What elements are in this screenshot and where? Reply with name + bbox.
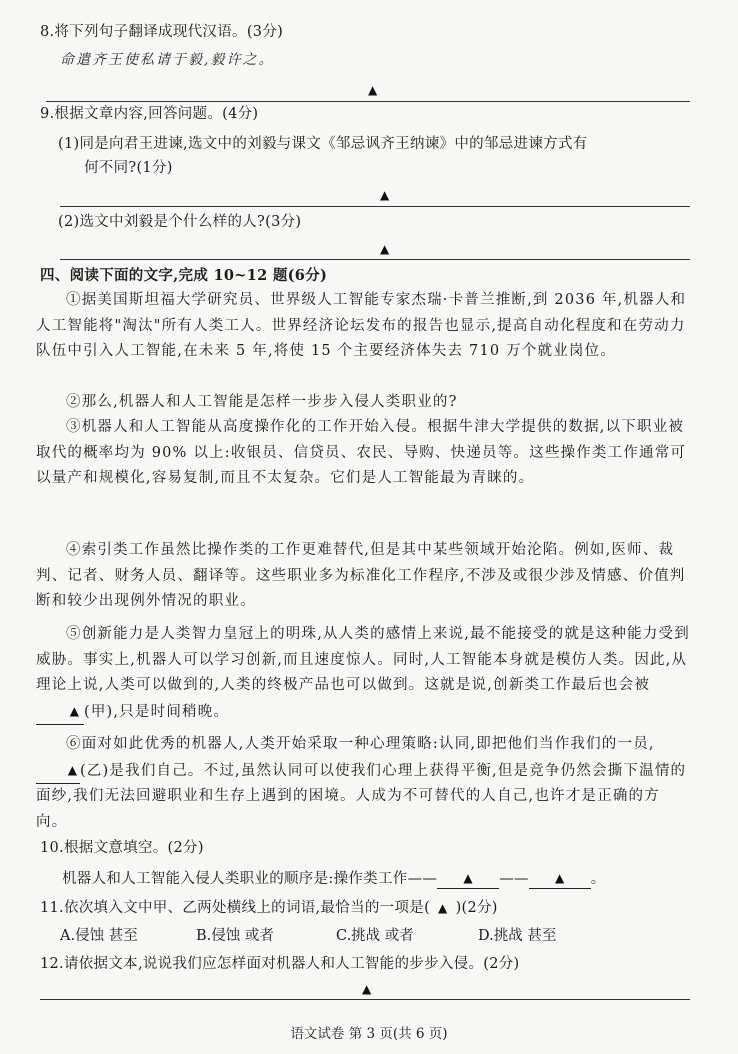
q10-blank-2: [529, 868, 591, 889]
passage-paragraph-2: ②那么,机器人和人工智能是怎样一步步入侵人类职业的?: [66, 394, 458, 410]
passage-paragraph-6-text: ⑥面对如此优秀的机器人,人类开始采取一种心理策略:认同,即把他们当作我们的一员,: [66, 736, 655, 752]
q12-answer-line: [40, 999, 690, 1000]
passage-paragraph-4: ④索引类工作虽然比操作类的工作更难替代,但是其中某些领域开始沦陷。例如,医师、裁判、记者、财务人员、翻译等。这些职业多为标准化工作程序,不涉及或很少涉及情感、价值判断和较少出现例外情况的职业。: [36, 542, 686, 609]
q10-end: 。: [590, 871, 606, 887]
q11-option-b: B.侵蚀 或者: [196, 928, 274, 944]
page-footer: 语文试卷 第 3 页(共 6 页): [290, 1026, 448, 1042]
section4-heading: 四、阅读下面的文字,完成 10~12 题(6分): [40, 267, 328, 284]
q9-sub1-line2: 何不同?(1分): [84, 160, 173, 176]
q11-marker: ▲: [438, 901, 448, 915]
q8-answer-line: [46, 101, 690, 102]
q9-sub1-line1: (1)同是向君王进谏,选文中的刘毅与课文《邹忌讽齐王纳谏》中的邹忌进谏方式有: [58, 136, 588, 152]
q11-prompt-tail: )(2分): [455, 900, 498, 916]
passage-paragraph-5-text: ⑤创新能力是人类智力皇冠上的明珠,从人类的感情上来说,最不能接受的就是这种能力受到威胁。事实上,机器人可以学习创新,而且速度惊人。同时,人工智能本身就是模仿人类。因此,从理论上说,人类可以做到的,人类的终极产品也可以做到。这就是说,创新类工作最后也会被: [36, 626, 690, 693]
q11-option-a: A.侵蚀 甚至: [60, 928, 138, 944]
q9-sub1-answer-line: [60, 206, 690, 207]
q11-options: [60, 926, 680, 946]
passage-paragraph-3: ③机器人和人工智能从高度操作化的工作开始入侵。根据牛津大学提供的数据,以下职业被取代的概率均为 90% 以上:收银员、信贷员、农民、导购、快递员等。这些操作类工作通常可以量产和规模化,容易复制,而且不太复杂。它们是人工智能最为青睐的。: [36, 419, 687, 486]
q10-prompt: 10.根据文意填空。(2分): [40, 840, 204, 856]
passage-paragraph-6: [36, 732, 690, 835]
q9-sub2-marker: ▲: [380, 242, 390, 256]
q12-marker: ▲: [362, 982, 372, 996]
q10-dash: ——: [499, 871, 529, 887]
q8-handwritten-answer: 命遣齐王使私请于毅,毅许之。: [60, 52, 275, 68]
q12-prompt: 12.请依据文本,说说我们应怎样面对机器人和人工智能的步步入侵。(2分): [40, 956, 520, 972]
passage-paragraph-1: ①据美国斯坦福大学研究员、世界级人工智能专家杰瑞·卡普兰推断,到 2036 年,机器人和人工智能将"淘汰"所有人类工人。世界经济论坛发布的报告也显示,提高自动化程度和在劳动力队伍中引入人工智能,在未来 5 年,将使 15 个主要经济体失去 710 万个就业岗位。: [36, 292, 687, 359]
blank-yi-marker: ▲: [67, 762, 79, 777]
passage-paragraph-5: [36, 622, 690, 725]
q10-blank-2-marker: ▲: [555, 871, 565, 885]
q9-sub2: (2)选文中刘毅是个什么样的人?(3分): [58, 214, 302, 230]
q11-option-d: D.挑战 甚至: [478, 928, 557, 944]
q10-blank-1: [437, 868, 499, 889]
blank-yi: [36, 758, 80, 785]
q8-answer-marker: ▲: [368, 83, 378, 97]
q10-blank-1-marker: ▲: [463, 871, 473, 885]
q11-option-c: C.挑战 或者: [336, 928, 414, 944]
q11-prompt: [40, 898, 498, 918]
q10-fill-sentence: [62, 868, 606, 889]
blank-jia: [36, 699, 84, 726]
q10-sentence-text: 机器人和人工智能入侵人类职业的顺序是:操作类工作——: [62, 871, 438, 887]
q9-sub2-answer-line: [60, 259, 690, 260]
passage-paragraph-6-tail: (乙)是我们自己。不过,虽然认同可以使我们心理上获得平衡,但是竞争仍然会撕下温情的面纱,我们无法回避职业和生存上遇到的困境。人成为不可替代的人自己,也许才是正确的方向。: [36, 762, 687, 830]
q9-sub1-marker: ▲: [380, 188, 390, 202]
q11-prompt-text: 11.依次填入文中甲、乙两处横线上的词语,最恰当的一项是(: [40, 900, 431, 916]
passage-paragraph-5-tail: (甲),只是时间稍晚。: [84, 703, 230, 720]
blank-jia-marker: ▲: [69, 703, 81, 718]
q9-prompt: 9.根据文章内容,回答问题。(4分): [40, 106, 259, 122]
q8-prompt: 8.将下列句子翻译成现代汉语。(3分): [40, 24, 284, 40]
